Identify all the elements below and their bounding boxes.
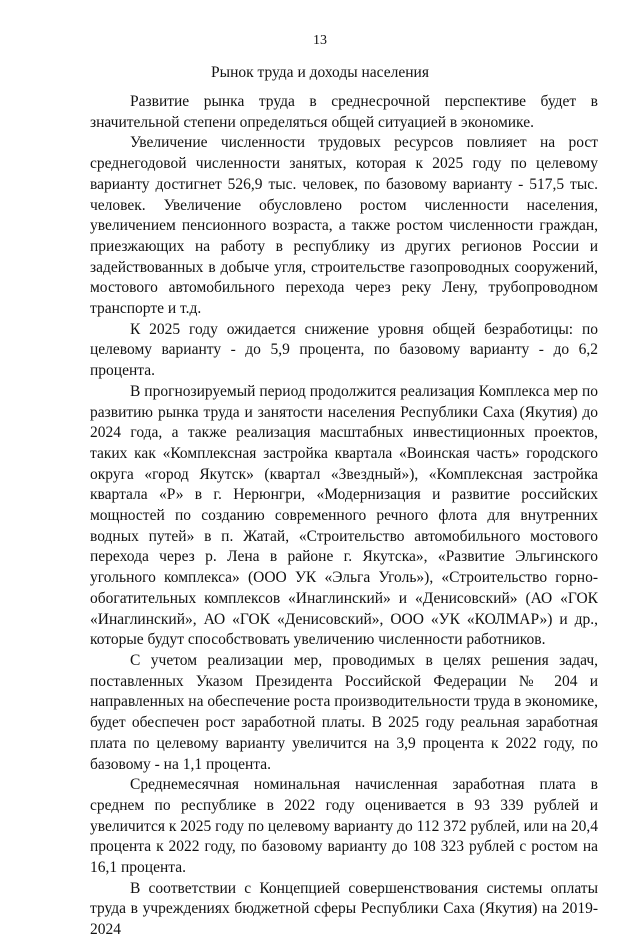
page-number: 13 xyxy=(313,33,327,48)
paragraph-labor-market-outlook: Развитие рынка труда в среднесрочной перспективе будет в значительной степени определяться общей ситуацией в экономике. xyxy=(90,93,598,131)
paragraph-unemployment: К 2025 году ожидается снижение уровня общей безработицы: по целевому варианту - до 5,9 процента, по базовому варианту - до 6,2 процента. xyxy=(90,320,598,380)
paragraph-nominal-wages: Среднемесячная номинальная начисленная заработная плата в среднем по республике в 2022 году оценивается в 93 339 рублей и увеличится к 2025 году по целевому варианту до 112 372 рублей, или на 20,4 процента к 2022 году, по базовому варианту до 108 323 рублей с ростом на 16,1 процента. xyxy=(90,776,598,877)
paragraph-pay-system-concept: В соответствии с Концепцией совершенствования системы оплаты труда в учреждениях бюджетной сферы Республики Саха (Якутия) на 2019-2024 xyxy=(90,879,598,939)
paragraph-investment-projects: В прогнозируемый период продолжится реализация Комплекса мер по развитию рынка труда и занятости населения Республики Саха (Якутия) до 2024 года, а также реализация масштабных инвестиционных проектов, таких как «Комплексная застройка квартала «Воинская часть» городского округа «город Якутск» (квартал «Звездный»), «Комплексная застройка квартала «Р» в г. Нерюнгри, «Модернизация и развитие российских мощностей по созданию современного речного флота для внутренних водных путей» в п. Жатай, «Строительство автомобильного мостового перехода через р. Лена в районе г. Якутска», «Развитие Эльгинского угольного комплекса» (ООО УК «Эльга Уголь»), «Строительство горно-обогатительных комплексов «Инаглинский» и «Денисовский» (АО «ГОК «Инаглинский», АО «ГОК «Денисовский», ООО «УК «КОЛМАР») и др., которые будут способствовать увеличению численности работников. xyxy=(90,382,598,649)
section-title: Рынок труда и доходы населения xyxy=(211,64,429,81)
paragraph-employment-growth: Увеличение численности трудовых ресурсов повлияет на рост среднегодовой численности занятых, которая к 2025 году по целевому варианту достигнет 526,9 тыс. человек, по базовому варианту - 517,5 тыс. человек. Увеличение обусловлено ростом численности населения, увеличением пенсионного возраста, а также ростом численности граждан, приезжающих на работу в республику из других регионов России и задействованных в добыче угля, строительстве газопроводных сооружений, мостового автомобильного перехода через реку Лену, трубопроводном транспорте и т.д. xyxy=(90,134,598,318)
paragraph-real-wages: С учетом реализации мер, проводимых в целях решения задач, поставленных Указом Президента Российской Федерации № 204 и направленных на обеспечение роста производительности труда в экономике, будет обеспечен рост заработной платы. В 2025 году реальная заработная плата по целевому варианту увеличится на 3,9 процента к 2022 году, по базовому - на 1,1 процента. xyxy=(90,651,598,773)
document-body xyxy=(90,92,598,941)
